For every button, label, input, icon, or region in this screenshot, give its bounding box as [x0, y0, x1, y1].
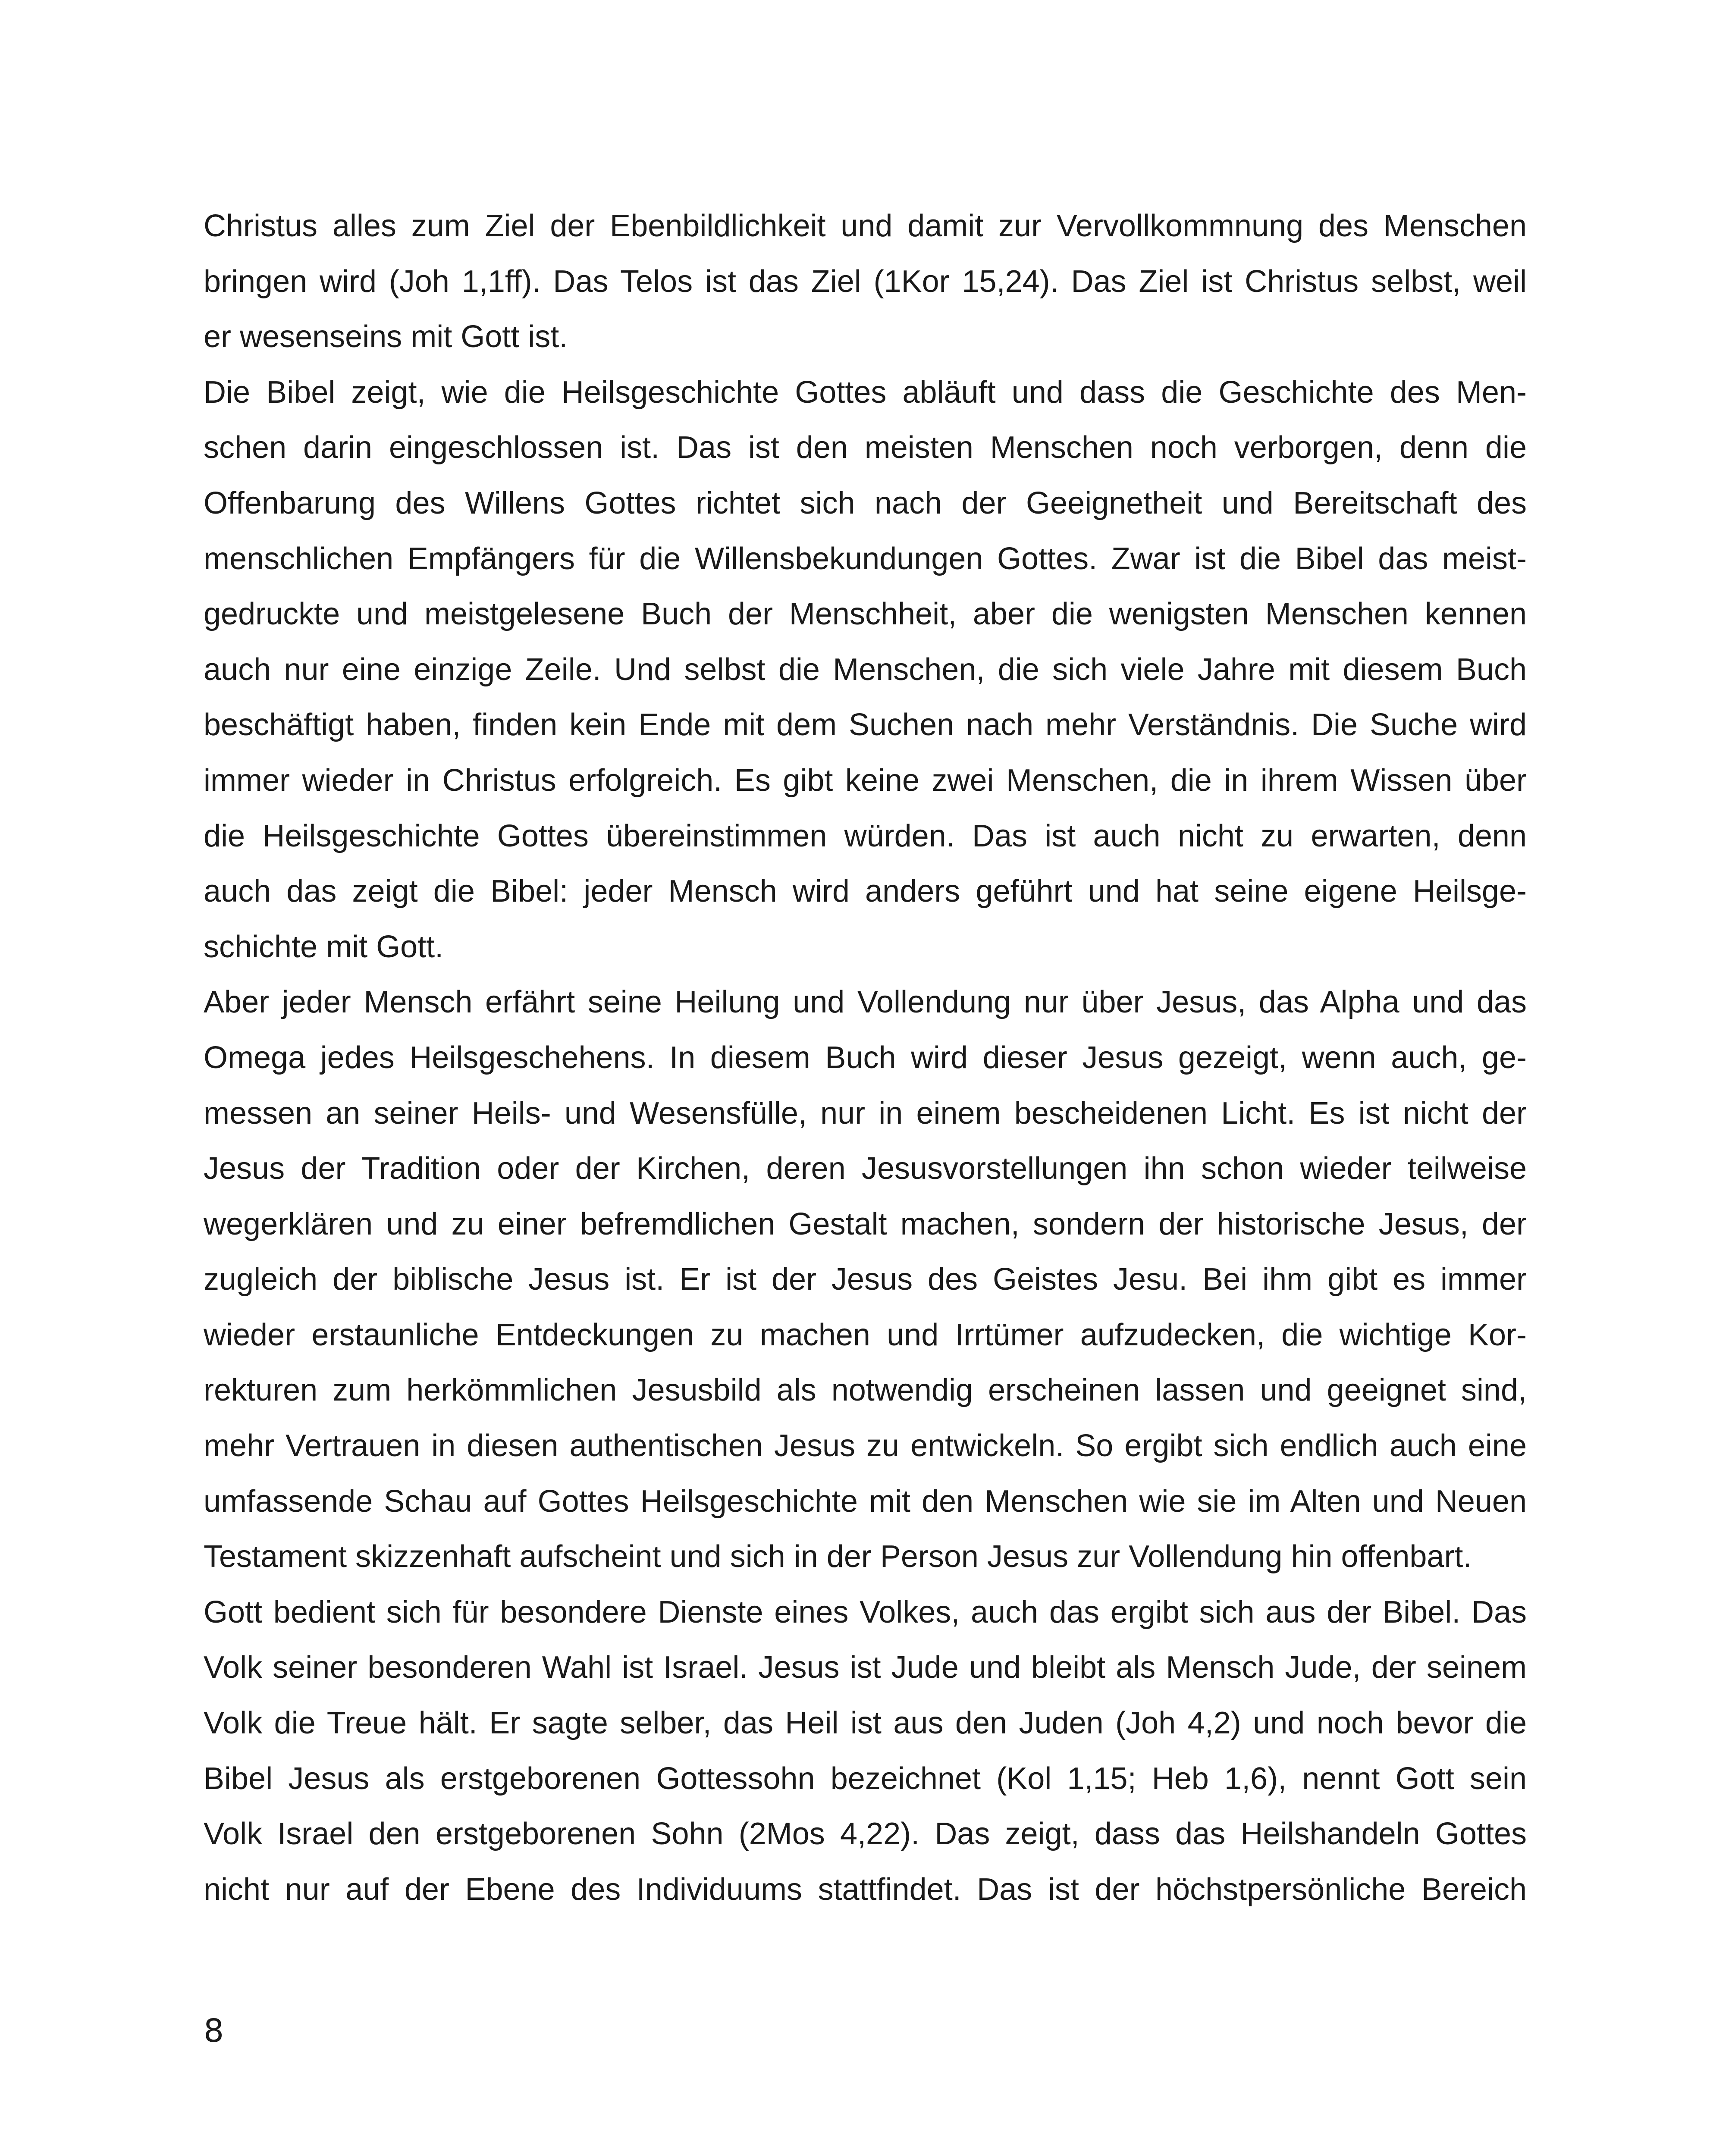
text-line: wieder erstaunliche Entdeckungen zu machen und Irrtümer aufzudecken, die wichtige Kor-	[204, 1317, 1527, 1352]
text-line: umfassende Schau auf Gottes Heilsgeschichte mit den Menschen wie sie im Alten und Neuen	[204, 1484, 1527, 1519]
text-line: menschlichen Empfängers für die Willensbekundungen Gottes. Zwar ist die Bibel das meist-	[204, 541, 1527, 576]
text-line: mehr Vertrauen in diesen authentischen Jesus zu entwickeln. So ergibt sich endlich auch eine	[204, 1429, 1527, 1463]
text-line: wegerklären und zu einer befremdlichen Gestalt machen, sondern der historische Jesus, der	[204, 1206, 1527, 1241]
text-line: die Heilsgeschichte Gottes übereinstimmen würden. Das ist auch nicht zu erwarten, denn	[204, 818, 1527, 853]
text-line: immer wieder in Christus erfolgreich. Es gibt keine zwei Menschen, die in ihrem Wissen über	[204, 763, 1527, 798]
text-line: Die Bibel zeigt, wie die Heilsgeschichte Gottes abläuft und dass die Geschichte des Men-	[204, 375, 1527, 410]
text-line: Aber jeder Mensch erfährt seine Heilung und Vollendung nur über Jesus, das Alpha und das	[204, 985, 1527, 1020]
text-line: Offenbarung des Willens Gottes richtet sich nach der Geeignetheit und Bereitschaft des	[204, 486, 1527, 520]
text-line: Christus alles zum Ziel der Ebenbildlichkeit und damit zur Vervollkommnung des Menschen	[204, 209, 1527, 243]
text-line: beschäftigt haben, finden kein Ende mit dem Suchen nach mehr Verständnis. Die Suche wird	[204, 708, 1527, 743]
text-line: Volk Israel den erstgeborenen Sohn (2Mos 4,22). Das zeigt, dass das Heilshandeln Gottes	[204, 1817, 1527, 1852]
text-line: bringen wird (Joh 1,1ff). Das Telos ist das Ziel (1Kor 15,24). Das Ziel ist Christus selbst, weil	[204, 264, 1527, 299]
text-line: rekturen zum herkömmlichen Jesusbild als notwendig erscheinen lassen und geeignet sind,	[204, 1373, 1527, 1408]
page-number: 8	[204, 2012, 224, 2049]
text-line: Gott bedient sich für besondere Dienste eines Volkes, auch das ergibt sich aus der Bibel. Das	[204, 1595, 1527, 1630]
text-line: Bibel Jesus als erstgeborenen Gottessohn bezeichnet (Kol 1,15; Heb 1,6), nennt Gott sein	[204, 1761, 1527, 1796]
text-line: Omega jedes Heilsgeschehens. In diesem Buch wird dieser Jesus gezeigt, wenn auch, ge-	[204, 1040, 1527, 1075]
text-line: Jesus der Tradition oder der Kirchen, deren Jesusvorstellungen ihn schon wieder teilweise	[204, 1151, 1527, 1186]
text-line: auch nur eine einzige Zeile. Und selbst die Menschen, die sich viele Jahre mit diesem Buch	[204, 652, 1527, 687]
text-line: er wesenseins mit Gott ist.	[204, 320, 568, 354]
text-line: zugleich der biblische Jesus ist. Er ist der Jesus des Geistes Jesu. Bei ihm gibt es immer	[204, 1262, 1527, 1297]
text-line: gedruckte und meistgelesene Buch der Menschheit, aber die wenigsten Menschen kennen	[204, 597, 1527, 632]
text-line: messen an seiner Heils- und Wesensfülle, nur in einem bescheidenen Licht. Es ist nicht der	[204, 1096, 1527, 1131]
text-line: schen darin eingeschlossen ist. Das ist den meisten Menschen noch verborgen, denn die	[204, 430, 1527, 465]
text-line: Volk seiner besonderen Wahl ist Israel. Jesus ist Jude und bleibt als Mensch Jude, der seinem	[204, 1650, 1527, 1685]
text-line: schichte mit Gott.	[204, 929, 444, 964]
body-text	[204, 198, 1527, 1917]
text-line: Volk die Treue hält. Er sagte selber, das Heil ist aus den Juden (Joh 4,2) und noch bevor die	[204, 1706, 1527, 1741]
text-line: auch das zeigt die Bibel: jeder Mensch wird anders geführt und hat seine eigene Heilsge-	[204, 874, 1527, 909]
text-line: Testament skizzenhaft aufscheint und sich in der Person Jesus zur Vollendung hin offenbart.	[204, 1539, 1472, 1574]
text-line: nicht nur auf der Ebene des Individuums stattfindet. Das ist der höchstpersönliche Bereich	[204, 1872, 1527, 1907]
